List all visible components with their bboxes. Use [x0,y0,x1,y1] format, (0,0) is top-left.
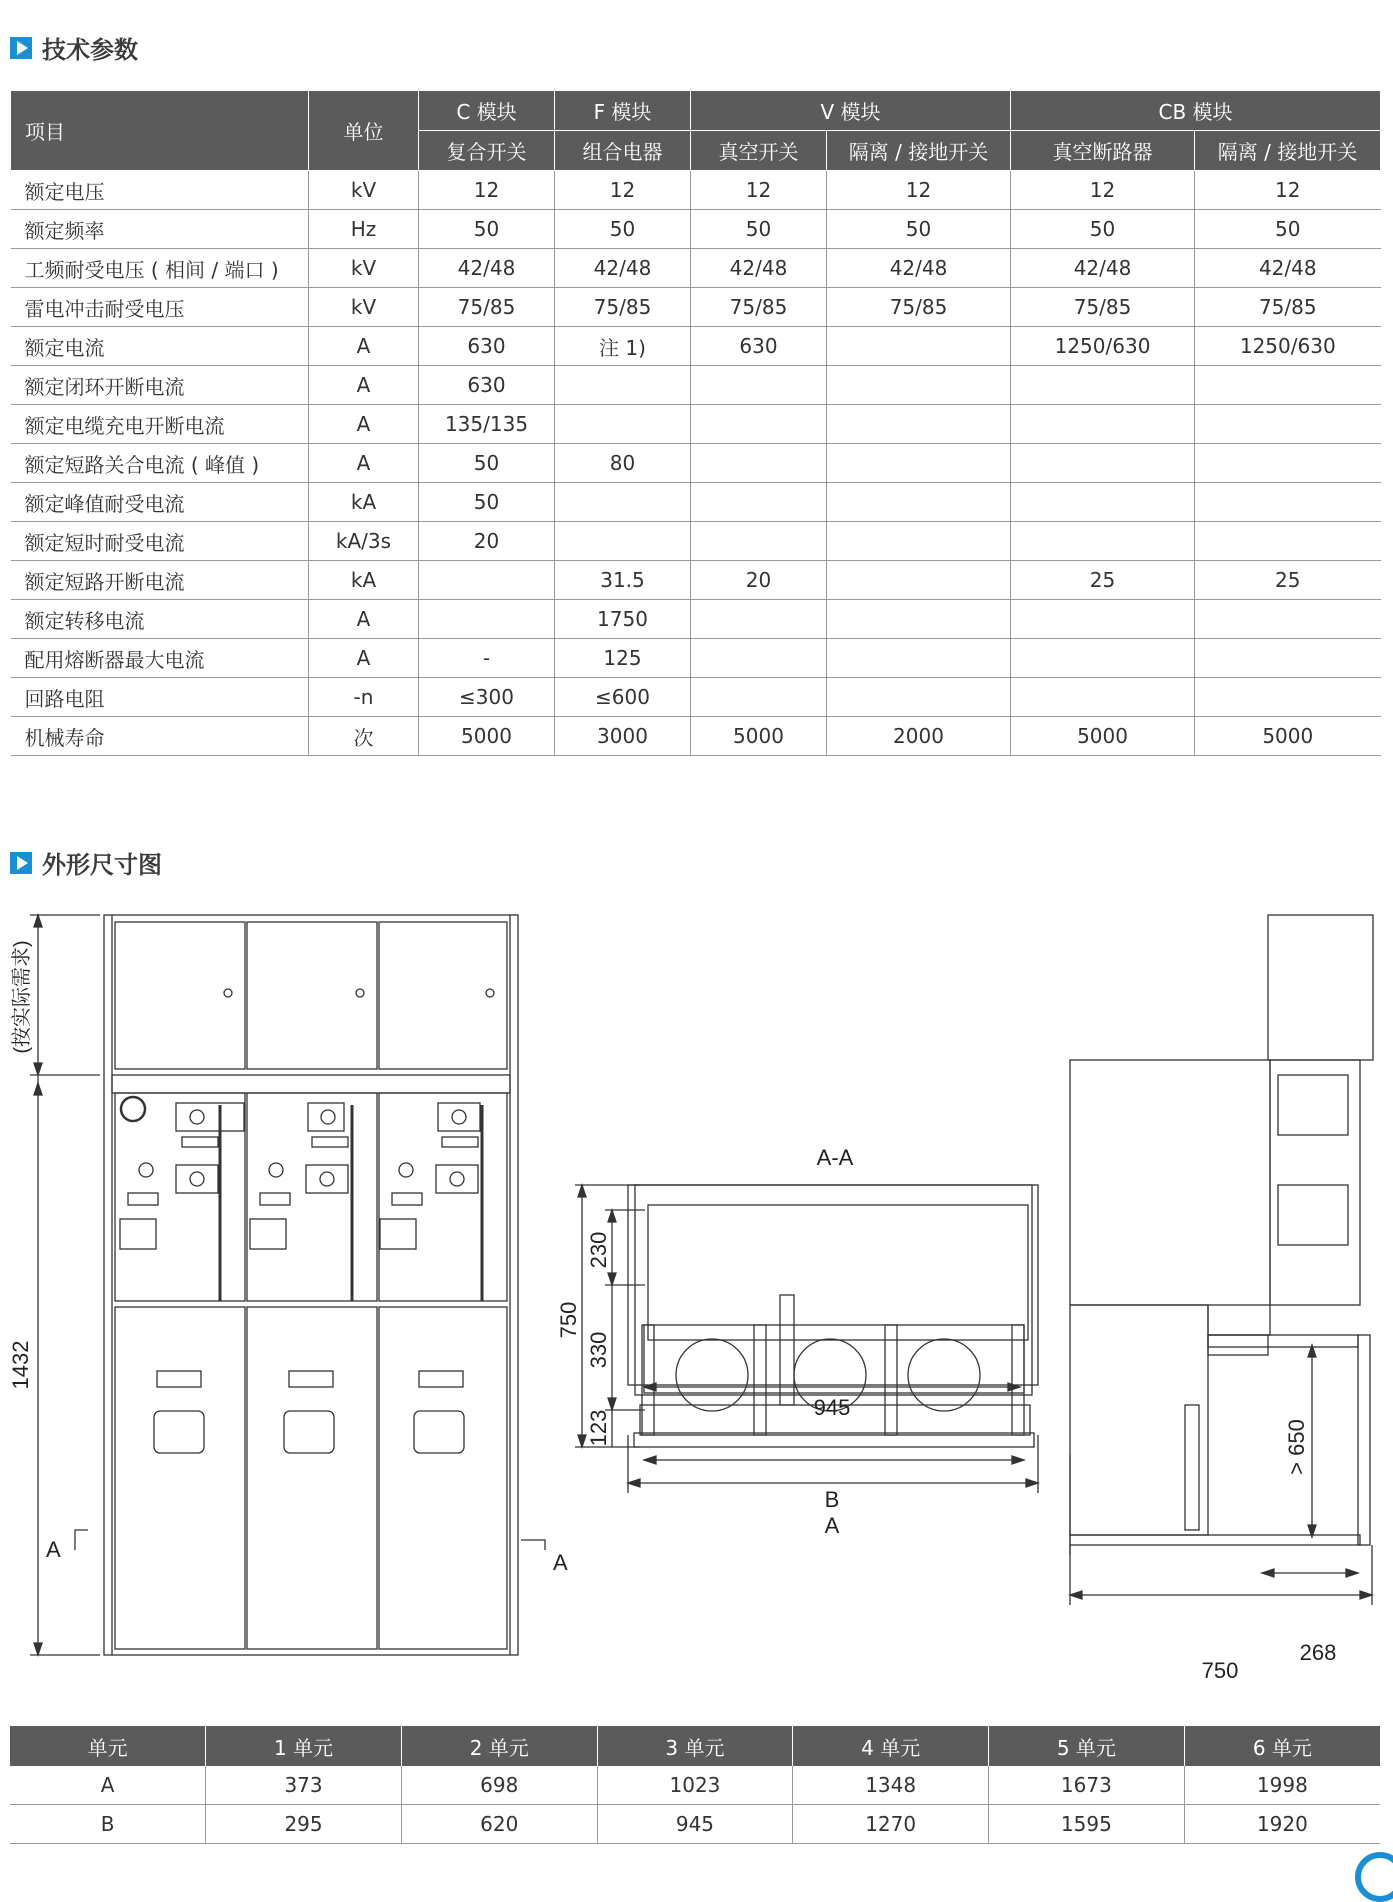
row-value-cell: 42/48 [1011,249,1195,288]
label-section-mark-left: A [46,1537,61,1562]
row-value-cell [827,405,1011,444]
dim-value-cell: B [10,1805,206,1844]
row-value-cell: 1250/630 [1011,327,1195,366]
row-value-cell [1011,522,1195,561]
row-value-cell [1195,600,1381,639]
row-value-cell [827,639,1011,678]
sub-header: 组合电器 [555,131,691,171]
dim-value-cell: 1595 [989,1805,1185,1844]
dim-header-cell: 3 单元 [597,1726,793,1766]
row-value-cell [691,639,827,678]
row-value-cell: 注 1) [555,327,691,366]
row-value-cell [691,600,827,639]
row-value-cell [1195,405,1381,444]
row-value-cell [1011,444,1195,483]
label-dim-750-width: 750 [1201,1658,1239,1683]
table-row [11,444,1381,483]
row-value-cell [555,366,691,405]
dim-value-cell: 1673 [989,1766,1185,1805]
row-item-label: 额定转移电流 [11,600,309,639]
dim-header-cell: 2 单元 [401,1726,597,1766]
dim-value-cell: 620 [401,1805,597,1844]
label-section-mark-right: A [553,1550,568,1575]
table-row [11,171,1381,210]
row-value-cell [827,483,1011,522]
row-value-cell: 5000 [1195,717,1381,756]
row-unit: A [309,366,419,405]
row-value-cell [1195,639,1381,678]
row-value-cell [1011,483,1195,522]
row-item-label: 额定电流 [11,327,309,366]
row-item-label: 额定短路开断电流 [11,561,309,600]
row-value-cell: 50 [1195,210,1381,249]
row-value-cell: 20 [419,522,555,561]
row-item-label: 工频耐受电压 ( 相间 / 端口 ) [11,249,309,288]
row-value-cell: ≤300 [419,678,555,717]
col-header-unit: 单位 [309,91,419,171]
row-value-cell: 75/85 [1195,288,1381,327]
label-dim-B: B [824,1487,840,1512]
row-value-cell [1011,600,1195,639]
row-value-cell: 42/48 [1195,249,1381,288]
row-value-cell: 25 [1195,561,1381,600]
row-unit: kV [309,171,419,210]
group-header-f: F 模块 [555,91,691,131]
row-value-cell: 1250/630 [1195,327,1381,366]
row-unit: kA [309,483,419,522]
dim-header-cell: 单元 [10,1726,206,1766]
row-unit: kV [309,288,419,327]
row-value-cell [1011,366,1195,405]
row-value-cell [827,366,1011,405]
row-value-cell: 75/85 [691,288,827,327]
dim-value-cell: 1998 [1184,1766,1380,1805]
row-value-cell [555,522,691,561]
play-triangle-icon [10,37,32,59]
row-value-cell: 12 [419,171,555,210]
row-value-cell: 12 [691,171,827,210]
row-value-cell [419,600,555,639]
row-item-label: 额定峰值耐受电流 [11,483,309,522]
row-value-cell [1195,678,1381,717]
row-value-cell: 42/48 [419,249,555,288]
table-row [11,405,1381,444]
row-value-cell [827,561,1011,600]
table-row [11,288,1381,327]
label-dim-750-height: 750 [556,1301,581,1339]
table-row [11,366,1381,405]
row-value-cell: 50 [691,210,827,249]
sub-header: 真空开关 [691,131,827,171]
row-value-cell: 50 [419,444,555,483]
row-value-cell [1195,522,1381,561]
row-value-cell: 3000 [555,717,691,756]
row-unit: A [309,600,419,639]
row-value-cell [691,483,827,522]
sub-header: 隔离 / 接地开关 [827,131,1011,171]
row-value-cell: 630 [419,327,555,366]
row-value-cell: 42/48 [827,249,1011,288]
row-value-cell: 630 [691,327,827,366]
row-value-cell [827,522,1011,561]
row-item-label: 回路电阻 [11,678,309,717]
row-value-cell [419,561,555,600]
dim-value-cell: 698 [401,1766,597,1805]
row-unit: kA/3s [309,522,419,561]
label-section-title: A-A [816,1145,854,1170]
row-value-cell: 42/48 [555,249,691,288]
label-dim-123: 123 [586,1409,611,1447]
table-row [11,717,1381,756]
row-value-cell [827,678,1011,717]
row-value-cell [691,522,827,561]
dim-value-cell: 1270 [793,1805,989,1844]
dim-header-cell: 6 单元 [1184,1726,1380,1766]
row-value-cell [1011,639,1195,678]
row-unit: kA [309,561,419,600]
row-value-cell: 5000 [1011,717,1195,756]
dim-section-title: 外形尺寸图 [42,851,162,879]
row-value-cell [691,444,827,483]
row-value-cell: 12 [1011,171,1195,210]
table-row [11,639,1381,678]
row-value-cell: 75/85 [827,288,1011,327]
spec-section-title: 技术参数 [42,36,138,64]
row-item-label: 额定短时耐受电流 [11,522,309,561]
row-value-cell: 50 [1011,210,1195,249]
dim-header-cell: 5 单元 [989,1726,1185,1766]
label-top-note: (按实际需求) [11,940,33,1054]
row-value-cell [1011,405,1195,444]
row-value-cell: 1750 [555,600,691,639]
label-dim-330: 330 [586,1331,611,1369]
table-row [11,483,1381,522]
unit-dimension-table [10,1726,1380,1844]
table-row [10,1805,1380,1844]
row-value-cell: ≤600 [555,678,691,717]
dim-value-cell: 945 [597,1805,793,1844]
row-value-cell [1195,483,1381,522]
row-value-cell: 20 [691,561,827,600]
dimension-drawing [0,905,1393,1695]
play-triangle-icon [10,852,32,874]
dim-header-cell: 4 单元 [793,1726,989,1766]
table-row [11,600,1381,639]
dim-value-cell: 1920 [1184,1805,1380,1844]
label-dim-A: A [824,1513,840,1538]
row-item-label: 额定短路关合电流 ( 峰值 ) [11,444,309,483]
row-value-cell: 25 [1011,561,1195,600]
dim-value-cell: 295 [206,1805,402,1844]
row-value-cell [555,483,691,522]
row-unit: 次 [309,717,419,756]
row-value-cell: 75/85 [419,288,555,327]
spec-table [10,90,1381,756]
label-dim-230: 230 [586,1231,611,1269]
label-dim-945: 945 [813,1395,851,1420]
row-value-cell: 5000 [691,717,827,756]
row-item-label: 配用熔断器最大电流 [11,639,309,678]
group-header-v: V 模块 [691,91,1011,131]
row-value-cell [1011,678,1195,717]
row-item-label: 雷电冲击耐受电压 [11,288,309,327]
row-unit: A [309,639,419,678]
row-unit: A [309,327,419,366]
row-value-cell [691,405,827,444]
table-row [11,249,1381,288]
row-value-cell: 31.5 [555,561,691,600]
row-value-cell [691,678,827,717]
dim-value-cell: 373 [206,1766,402,1805]
sub-header: 复合开关 [419,131,555,171]
row-value-cell: 630 [419,366,555,405]
table-row [11,327,1381,366]
table-row [11,210,1381,249]
dim-section-heading [10,845,162,880]
label-height-1432: 1432 [8,1340,33,1390]
group-header-c: C 模块 [419,91,555,131]
spec-section-heading [10,30,138,65]
row-item-label: 额定电缆充电开断电流 [11,405,309,444]
row-value-cell: 50 [419,210,555,249]
row-value-cell: 42/48 [691,249,827,288]
table-row [11,522,1381,561]
row-unit: A [309,444,419,483]
row-value-cell: 12 [1195,171,1381,210]
row-value-cell [1195,366,1381,405]
table-row [11,678,1381,717]
row-value-cell: 75/85 [1011,288,1195,327]
corner-decoration [1355,1852,1393,1902]
table-row [11,561,1381,600]
sub-header: 隔离 / 接地开关 [1195,131,1381,171]
row-value-cell: 5000 [419,717,555,756]
row-unit: A [309,405,419,444]
row-value-cell: - [419,639,555,678]
row-unit: -n [309,678,419,717]
row-item-label: 额定闭环开断电流 [11,366,309,405]
sub-header: 真空断路器 [1011,131,1195,171]
row-value-cell [1195,444,1381,483]
row-value-cell [691,366,827,405]
table-row [10,1766,1380,1805]
row-value-cell [827,600,1011,639]
row-value-cell: 12 [827,171,1011,210]
row-value-cell: 12 [555,171,691,210]
dim-value-cell: 1348 [793,1766,989,1805]
group-header-cb: CB 模块 [1011,91,1381,131]
row-item-label: 额定频率 [11,210,309,249]
row-value-cell: 50 [555,210,691,249]
label-dim-268: 268 [1299,1640,1337,1665]
row-value-cell: 125 [555,639,691,678]
row-unit: kV [309,249,419,288]
dim-value-cell: A [10,1766,206,1805]
label-dim-650: > 650 [1284,1419,1309,1475]
dim-value-cell: 1023 [597,1766,793,1805]
row-value-cell: 2000 [827,717,1011,756]
row-value-cell [827,327,1011,366]
dim-header-cell: 1 单元 [206,1726,402,1766]
row-value-cell: 50 [419,483,555,522]
row-value-cell: 75/85 [555,288,691,327]
row-value-cell: 80 [555,444,691,483]
col-header-item: 项目 [11,91,309,171]
row-unit: Hz [309,210,419,249]
row-item-label: 机械寿命 [11,717,309,756]
row-value-cell: 50 [827,210,1011,249]
row-value-cell [555,405,691,444]
row-value-cell: 135/135 [419,405,555,444]
row-value-cell [827,444,1011,483]
row-item-label: 额定电压 [11,171,309,210]
